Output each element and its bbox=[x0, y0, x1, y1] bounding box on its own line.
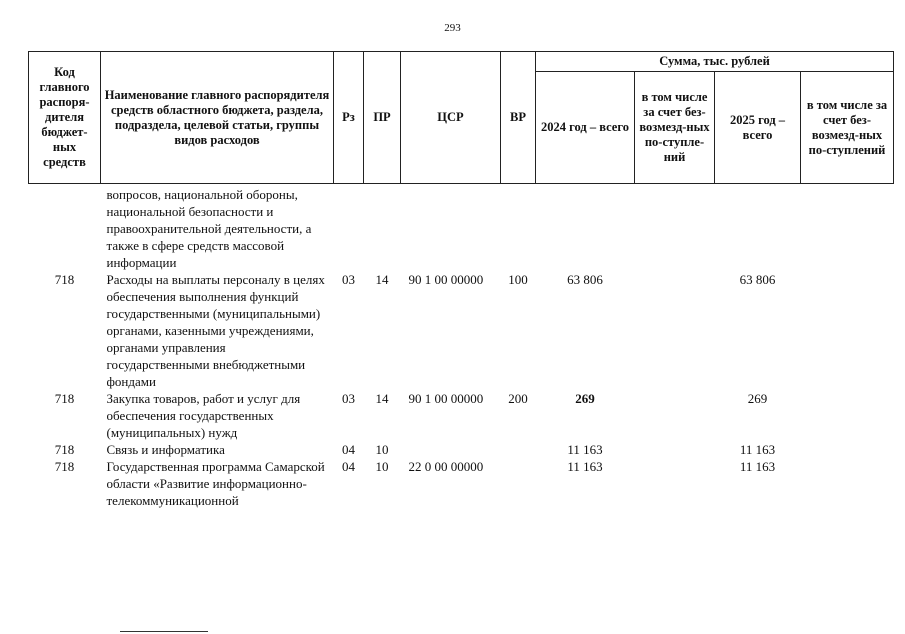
table-row bbox=[29, 441, 894, 458]
table-header-row bbox=[29, 52, 894, 72]
cell-2025-total: 63 806 bbox=[739, 272, 776, 287]
cell-2024-free bbox=[635, 441, 715, 458]
cell-vr bbox=[501, 458, 536, 509]
cell-pr: 10 bbox=[375, 442, 389, 457]
header-kod: Код главного распоря-дителя бюджет-ных средств bbox=[29, 52, 101, 184]
header-sum: Сумма, тыс. рублей bbox=[536, 52, 894, 72]
header-pr: ПР bbox=[364, 52, 401, 184]
cell-pr: 14 bbox=[375, 272, 389, 287]
cell-rz: 04 bbox=[342, 459, 355, 474]
cell-rz: 04 bbox=[342, 442, 355, 457]
cell-name: Государственная программа Самарской области «Развитие информационно-телекоммуникационной bbox=[106, 459, 325, 508]
cell-2025-total bbox=[715, 184, 801, 272]
cell-kod: 718 bbox=[54, 442, 75, 457]
header-vr: ВР bbox=[501, 52, 536, 184]
cell-csr: 22 0 00 00000 bbox=[408, 459, 484, 474]
cell-2024-total: 11 163 bbox=[567, 442, 603, 457]
header-2024-total: 2024 год – всего bbox=[536, 72, 635, 184]
page-number: 293 bbox=[444, 22, 461, 34]
cell-2024-free bbox=[635, 184, 715, 272]
cell-2025-free bbox=[801, 458, 894, 509]
cell-name: Связь и информатика bbox=[106, 442, 225, 457]
cell-rz: 03 bbox=[342, 391, 355, 406]
cell-rz bbox=[334, 184, 364, 272]
cell-vr: 200 bbox=[508, 391, 528, 406]
cell-pr: 14 bbox=[375, 391, 389, 406]
table-row bbox=[29, 458, 894, 509]
cell-name: вопросов, национальной обороны, национальной безопасности и правоохранительной деятельности, а также в сфере средств массовой информации bbox=[106, 187, 312, 270]
cell-rz: 03 bbox=[342, 272, 355, 287]
cell-csr bbox=[401, 184, 501, 272]
cell-name: Расходы на выплаты персоналу в целях обеспечения выполнения функций государственными (муниципальными) органами, казенными учреждениями, органами управления государственными внебюджетными фондами bbox=[106, 272, 325, 389]
cell-2024-total: 11 163 bbox=[567, 459, 603, 474]
cell-2024-free bbox=[635, 390, 715, 441]
cell-2024-total: 63 806 bbox=[567, 272, 603, 287]
cell-2025-free bbox=[801, 184, 894, 272]
cell-2025-free bbox=[801, 441, 894, 458]
footer-rule bbox=[120, 631, 208, 632]
table-row bbox=[29, 184, 894, 272]
header-name: Наименование главного распорядителя средств областного бюджета, раздела, подраздела, целевой статьи, группы видов расходов bbox=[101, 52, 334, 184]
cell-2024-total: 269 bbox=[575, 391, 595, 406]
cell-vr bbox=[501, 184, 536, 272]
cell-kod bbox=[29, 184, 101, 272]
cell-name: Закупка товаров, работ и услуг для обеспечения государственных (муниципальных) нужд bbox=[106, 391, 301, 440]
budget-table bbox=[28, 51, 894, 509]
cell-2025-free bbox=[801, 271, 894, 390]
cell-kod: 718 bbox=[54, 272, 75, 287]
cell-csr: 90 1 00 00000 bbox=[408, 391, 484, 406]
header-2025-free: в том числе за счет без-возмезд-ных по-ступлений bbox=[801, 72, 894, 184]
cell-2024-free bbox=[635, 458, 715, 509]
header-2024-free: в том числе за счет без-возмезд-ных по-ступле-ний bbox=[635, 72, 715, 184]
cell-vr: 100 bbox=[508, 272, 528, 287]
header-csr: ЦСР bbox=[401, 52, 501, 184]
table-row bbox=[29, 390, 894, 441]
header-2025-total: 2025 год – всего bbox=[715, 72, 801, 184]
cell-kod: 718 bbox=[54, 391, 75, 406]
cell-2024-total bbox=[536, 184, 635, 272]
cell-2025-total: 11 163 bbox=[739, 459, 776, 474]
cell-2025-free bbox=[801, 390, 894, 441]
cell-csr bbox=[401, 441, 501, 458]
cell-kod: 718 bbox=[54, 459, 75, 474]
header-rz: Рз bbox=[334, 52, 364, 184]
cell-2024-free bbox=[635, 271, 715, 390]
cell-vr bbox=[501, 441, 536, 458]
cell-pr: 10 bbox=[375, 459, 389, 474]
cell-2025-total: 11 163 bbox=[739, 442, 776, 457]
table-row bbox=[29, 271, 894, 390]
cell-csr: 90 1 00 00000 bbox=[408, 272, 484, 287]
cell-2025-total: 269 bbox=[747, 391, 768, 406]
cell-pr bbox=[364, 184, 401, 272]
